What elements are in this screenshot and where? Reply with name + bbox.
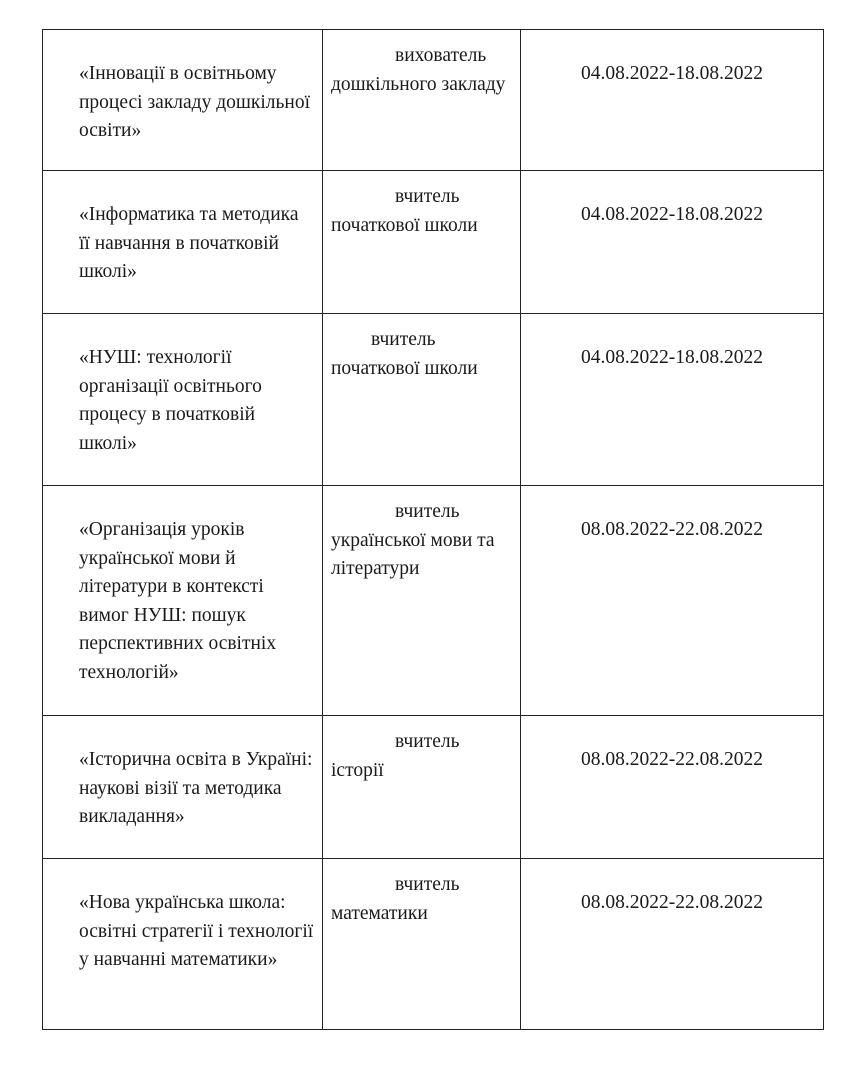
audience-detail: історії [331, 759, 384, 781]
dates-cell [521, 171, 824, 314]
course-dates: 04.08.2022-18.08.2022 [581, 347, 763, 368]
course-dates: 08.08.2022-22.08.2022 [581, 749, 763, 770]
audience-cell [323, 30, 521, 171]
course-title: «Організація уроків української мови й літератури в контексті вимог НУШ: пошук перспективних освітніх технологій» [79, 519, 277, 683]
course-title: «НУШ: технології організації освітнього процесу в початковій школі» [79, 347, 262, 454]
course-title-cell [43, 859, 323, 1030]
course-title-cell [43, 171, 323, 314]
audience-cell [323, 859, 521, 1030]
audience-detail: дошкільного закладу [331, 73, 506, 95]
dates-cell [521, 859, 824, 1030]
audience-detail: математики [331, 902, 428, 924]
course-title-cell [43, 314, 323, 486]
course-title: «Нова українська школа: освітні стратегії і технології у навчанні математики» [79, 892, 314, 970]
audience-role: вчитель [395, 501, 460, 522]
audience-detail: української мови та літератури [331, 529, 495, 579]
table-row [43, 716, 824, 859]
table-row [43, 171, 824, 314]
audience-cell [323, 716, 521, 859]
course-title-cell [43, 486, 323, 716]
audience-detail: початкової школи [331, 214, 478, 236]
table-row [43, 314, 824, 486]
audience-cell [323, 486, 521, 716]
course-dates: 08.08.2022-22.08.2022 [581, 519, 763, 540]
course-title: «Інновації в освітньому процесі закладу дошкільної освіти» [79, 63, 311, 141]
course-title-cell [43, 30, 323, 171]
courses-table [42, 29, 824, 1030]
table-row [43, 859, 824, 1030]
dates-cell [521, 716, 824, 859]
course-title-cell [43, 716, 323, 859]
dates-cell [521, 30, 824, 171]
audience-role: вчитель [395, 874, 460, 895]
course-title: «Історична освіта в Україні: наукові візії та методика викладання» [79, 749, 313, 827]
audience-detail: початкової школи [331, 357, 478, 379]
course-title: «Інформатика та методика її навчання в початковій школі» [79, 204, 299, 282]
table-row [43, 30, 824, 171]
audience-role: вихователь [395, 45, 487, 66]
dates-cell [521, 314, 824, 486]
table-row [43, 486, 824, 716]
audience-role: вчитель [371, 329, 436, 350]
dates-cell [521, 486, 824, 716]
audience-role: вчитель [395, 731, 460, 752]
course-dates: 08.08.2022-22.08.2022 [581, 892, 763, 913]
course-dates: 04.08.2022-18.08.2022 [581, 63, 763, 84]
audience-cell [323, 314, 521, 486]
audience-role: вчитель [395, 186, 460, 207]
course-dates: 04.08.2022-18.08.2022 [581, 204, 763, 225]
audience-cell [323, 171, 521, 314]
